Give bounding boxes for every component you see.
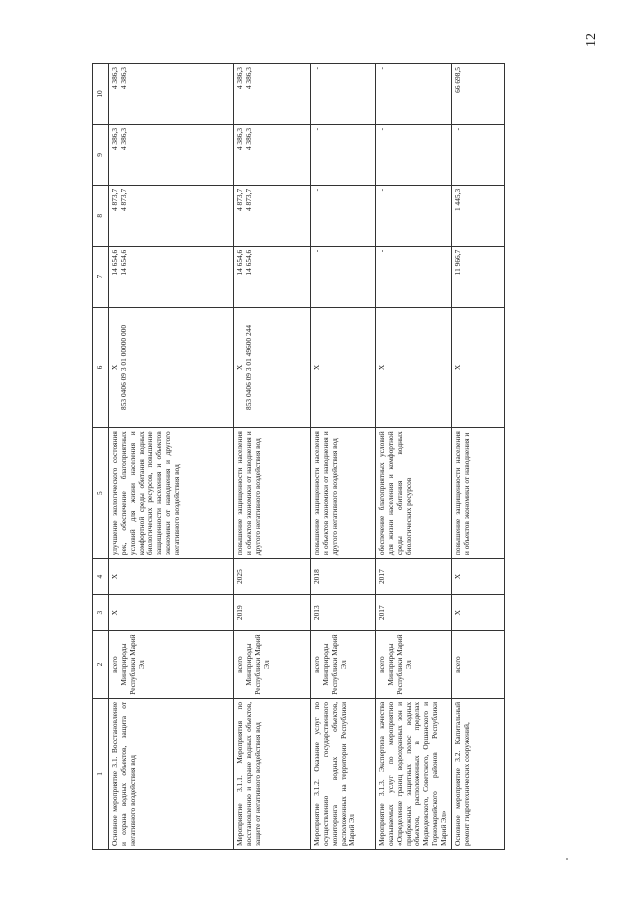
executor-cell: всего — [451, 631, 504, 699]
executor-cell: всего Минприроды Республики Марий Эл — [233, 631, 310, 699]
amount-cell: 4 386,3 4 386,3 — [233, 124, 310, 185]
activity-name-cell: Мероприятие 3.1.2. Оказание услуг по осуществлению государственного мониторинга водных объектов, расположенных на территории Республики Марий Эл — [310, 698, 375, 849]
amount-cell: - — [375, 185, 451, 246]
result-cell: повышение защищенности населения и объектов экономики от наводнения и другого негативного воздействия вод — [233, 428, 310, 559]
amount-cell: - — [375, 246, 451, 307]
header-cell: 1 — [93, 698, 109, 849]
result-cell: повышение защищенности населения и объектов экономики от наводнения и — [451, 428, 504, 559]
end-year-cell: X — [108, 559, 233, 595]
table-row — [233, 64, 310, 850]
end-year-cell: X — [451, 559, 504, 595]
executor-cell: всего Минприроды Республики Марий Эл — [108, 631, 233, 699]
header-cell: 5 — [93, 428, 109, 559]
budget-code-cell: X — [310, 307, 375, 428]
amount-cell: 14 654,6 14 654,6 — [108, 246, 233, 307]
amount-cell: 1 445,3 — [451, 185, 504, 246]
amount-cell: - — [451, 124, 504, 185]
header-cell: 10 — [93, 64, 109, 125]
end-year-cell: 2017 — [375, 559, 451, 595]
amount-cell: - — [375, 64, 451, 125]
amount-cell: 14 654,6 14 654,6 — [233, 246, 310, 307]
executor-cell: всего Минприроды Республики Марий Эл — [310, 631, 375, 699]
table-row — [310, 64, 375, 850]
amount-cell: 11 966,7 — [451, 246, 504, 307]
scan-speck — [566, 858, 568, 860]
amount-cell: 4 386,3 4 386,3 — [233, 64, 310, 125]
activity-name-cell: Мероприятие 3.1.1. Мероприятия по восстановлению и охране водных объектов, защите от негативного воздействия вод — [233, 698, 310, 849]
executor-cell: всего Минприроды Республики Марий Эл — [375, 631, 451, 699]
end-year-cell: 2025 — [233, 559, 310, 595]
amount-cell: - — [310, 64, 375, 125]
page-number: 12 — [584, 33, 599, 47]
amount-cell: - — [310, 246, 375, 307]
result-cell: улучшение экологического состояния рек, обеспечение благоприятных условий для жизни населения и комфортной среды обитания водных биологических ресурсов, повышение защищенности населения и объектов экономики от наводнения и другого негативного воздействия вод — [108, 428, 233, 559]
header-cell: 4 — [93, 559, 109, 595]
program-activities-table — [92, 63, 505, 850]
header-cell: 2 — [93, 631, 109, 699]
amount-cell: 66 698,5 — [451, 64, 504, 125]
header-row — [93, 64, 109, 850]
budget-code-cell: X — [451, 307, 504, 428]
header-cell: 9 — [93, 124, 109, 185]
amount-cell: - — [310, 124, 375, 185]
start-year-cell: 2017 — [375, 595, 451, 631]
start-year-cell: 2019 — [233, 595, 310, 631]
start-year-cell: X — [451, 595, 504, 631]
header-cell: 3 — [93, 595, 109, 631]
result-cell: повышение защищенности населения и объектов экономики от наводнения и другого негативного воздействия вод — [310, 428, 375, 559]
amount-cell: - — [375, 124, 451, 185]
amount-cell: 4 386,3 4 386,3 — [108, 124, 233, 185]
budget-code-cell: X — [375, 307, 451, 428]
rotated-page-content — [92, 63, 617, 850]
amount-cell: 4 873,7 4 873,7 — [108, 185, 233, 246]
amount-cell: - — [310, 185, 375, 246]
budget-code-cell: X 853 0406 09 3 01 49600 244 — [233, 307, 310, 428]
table-row — [108, 64, 233, 850]
activity-name-cell: Основное мероприятие 3.1. Восстановление и охрана водных объектов, защита от негативного воздействия вод — [108, 698, 233, 849]
end-year-cell: 2018 — [310, 559, 375, 595]
budget-code-cell: X 853 0406 09 3 01 00000 000 — [108, 307, 233, 428]
header-cell: 6 — [93, 307, 109, 428]
amount-cell: 4 873,7 4 873,7 — [233, 185, 310, 246]
activity-name-cell: Мероприятие 3.1.3. Экспертиза качества оказываемых услуг по мероприятию «Определение границ водоохранных зон и прибрежных защитных полос водных объектов, расположенных в пределах Медведевского, Советского, Оршанского и Горномарийского районов Республики Марий Эл» — [375, 698, 451, 849]
activity-name-cell: Основное мероприятие 3.2. Капитальный ремонт гидротехнических сооружений, — [451, 698, 504, 849]
start-year-cell: 2013 — [310, 595, 375, 631]
amount-cell: 4 386,3 4 386,3 — [108, 64, 233, 125]
table-row — [451, 64, 504, 850]
result-cell: обеспечение благоприятных условий для жизни населения и комфортной среды обитания водных биологических ресурсов — [375, 428, 451, 559]
header-cell: 7 — [93, 246, 109, 307]
start-year-cell: X — [108, 595, 233, 631]
table-row — [375, 64, 451, 850]
header-cell: 8 — [93, 185, 109, 246]
